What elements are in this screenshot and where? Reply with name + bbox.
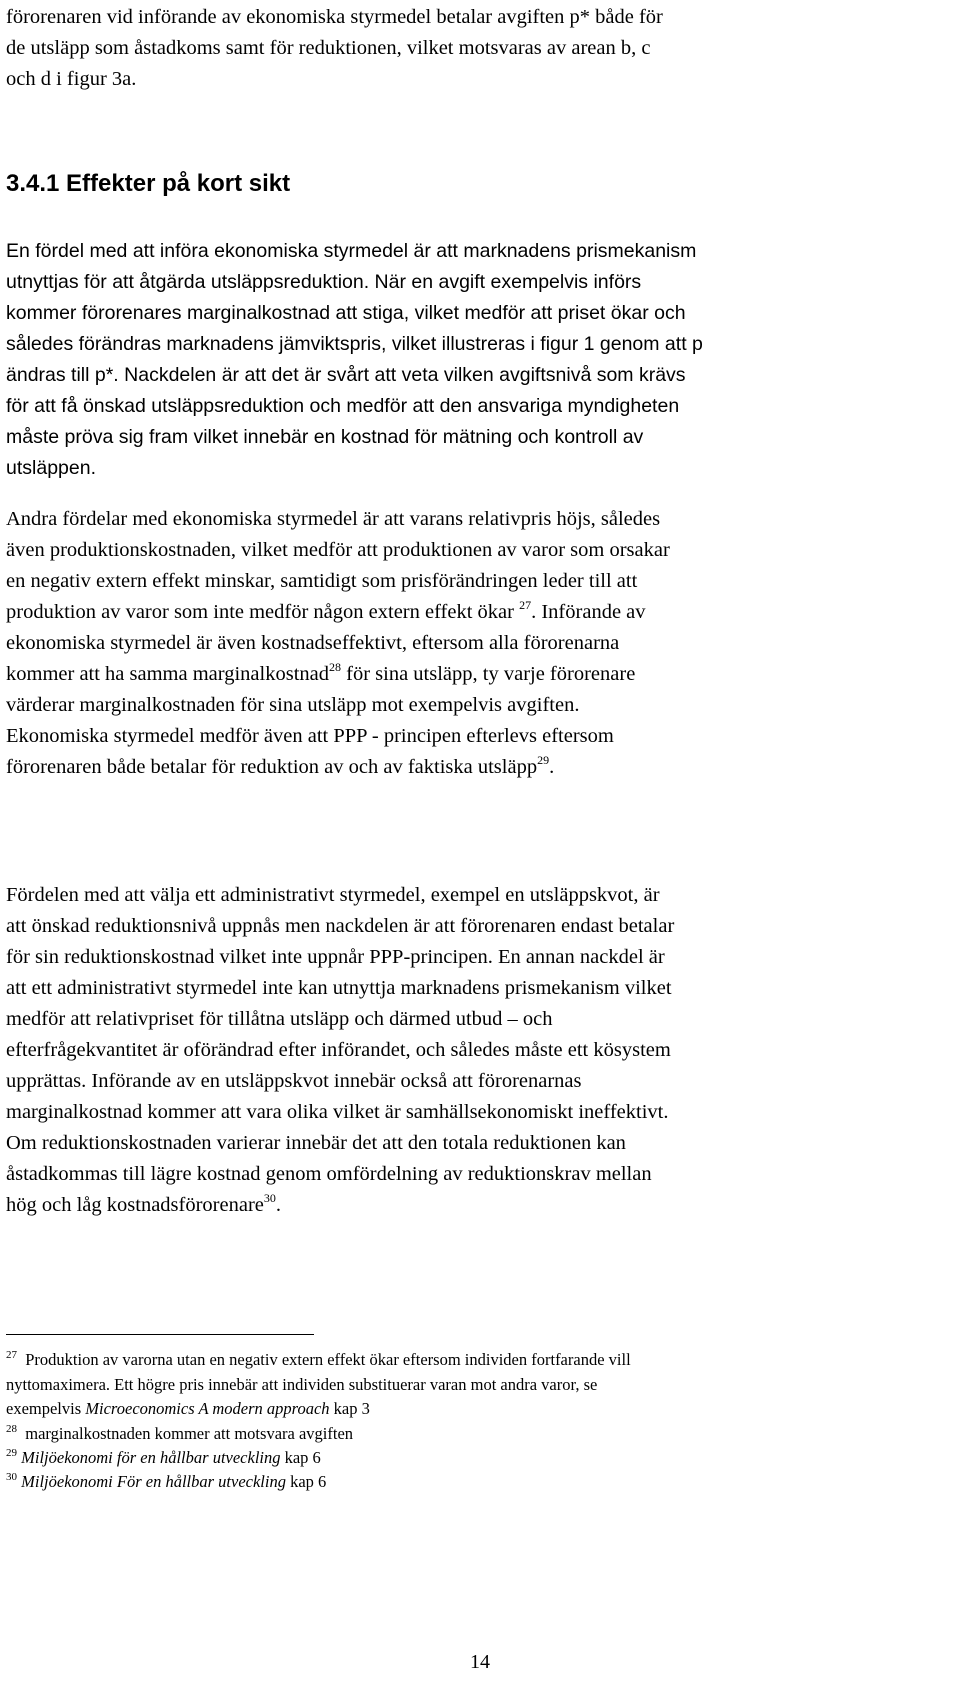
footnote-line	[6, 1470, 954, 1495]
footnote-29	[6, 1446, 954, 1471]
text-line	[6, 659, 954, 690]
text-line: utsläppen.	[6, 457, 96, 479]
footnote-text: kap 6	[280, 1448, 321, 1467]
footnote-text: kap 6	[285, 1472, 327, 1491]
text-line: värderar marginalkostnaden för sina utsläpp mot exempelvis avgiften.	[6, 694, 580, 716]
footnote-line	[6, 1397, 954, 1422]
paragraph-administrative	[6, 880, 954, 1221]
section-heading: 3.4.1 Effekter på kort sikt	[6, 170, 291, 197]
book-title: Miljöekonomi För en hållbar utveckling	[21, 1472, 286, 1491]
text-line: upprättas. Införande av en utsläppskvot innebär också att förorenarnas	[6, 1070, 582, 1092]
text-line: även produktionskostnaden, vilket medför att produktionen av varor som orsakar	[6, 539, 670, 561]
text-line: åstadkommas till lägre kostnad genom omfördelning av reduktionskrav mellan	[6, 1163, 652, 1185]
text-line: för sin reduktionskostnad vilket inte uppnår PPP-principen. En annan nackdel är	[6, 946, 665, 968]
footnote-ref-27[interactable]: 27	[519, 598, 532, 612]
text-line: måste pröva sig fram vilket innebär en kostnad för mätning och kontroll av	[6, 426, 644, 448]
footnote-ref-30[interactable]: 30	[263, 1191, 276, 1205]
text-run: för sina utsläpp, ty varje förorenare	[341, 663, 636, 685]
text-line: En fördel med att införa ekonomiska styrmedel är att marknadens prismekanism	[6, 240, 697, 262]
text-run: hög och låg kostnadsförorenare	[6, 1194, 264, 1216]
text-line: för att få önskad utsläppsreduktion och medför att den ansvariga myndigheten	[6, 395, 680, 417]
footnote-27	[6, 1348, 954, 1422]
text-run: förorenaren både betalar för reduktion av och av faktiska utsläpp	[6, 756, 538, 778]
text-line: Andra fördelar med ekonomiska styrmedel är att varans relativpris höjs, således	[6, 508, 661, 530]
footnote-line: nyttomaximera. Ett högre pris innebär att individen substituerar varan mot andra varor, se	[6, 1374, 598, 1394]
text-line: de utsläpp som åstadkoms samt för reduktionen, vilket motsvaras av arean b, c	[6, 37, 651, 59]
text-run: . Införande av	[531, 601, 646, 623]
text-line: att ett administrativt styrmedel inte kan utnyttja marknadens prismekanism vilket	[6, 977, 672, 999]
text-line: Om reduktionskostnaden varierar innebär det att den totala reduktionen kan	[6, 1132, 626, 1154]
text-line: marginalkostnad kommer att vara olika vilket är samhällsekonomiskt ineffektivt.	[6, 1101, 669, 1123]
footnote-line	[6, 1422, 954, 1447]
book-title: Miljöekonomi för en hållbar utveckling	[21, 1448, 281, 1467]
footnote-number: 27	[6, 1349, 17, 1361]
text-line: en negativ extern effekt minskar, samtidigt som prisförändringen leder till att	[6, 570, 638, 592]
footnote-text: exempelvis	[6, 1399, 86, 1418]
footnote-number: 28	[6, 1423, 17, 1435]
text-line: ändras till p*. Nackdelen är att det är svårt att veta vilken avgiftsnivå som krävs	[6, 364, 686, 386]
footnote-number: 30	[6, 1471, 17, 1483]
text-line: utnyttjas för att åtgärda utsläppsreduktion. När en avgift exempelvis införs	[6, 271, 642, 293]
footnote-text: marginalkostnaden kommer att motsvara avgiften	[25, 1424, 354, 1443]
text-line: medför att relativpriset för tillåtna utsläpp och därmed utbud – och	[6, 1008, 553, 1030]
footnote-number: 29	[6, 1447, 17, 1459]
footnote-ref-28[interactable]: 28	[329, 660, 341, 674]
text-line: efterfrågekvantitet är oförändrad efter införandet, och således måste ett kösystem	[6, 1039, 671, 1061]
text-line	[6, 752, 954, 783]
footnote-text: kap 3	[329, 1399, 370, 1418]
text-line	[6, 597, 954, 628]
text-line: kommer förorenares marginalkostnad att stiga, vilket medför att priset ökar och	[6, 302, 686, 324]
footnote-divider	[6, 1334, 314, 1335]
footnote-30	[6, 1470, 954, 1495]
footnote-text: Produktion av varorna utan en negativ extern effekt ökar eftersom individen fortfarande vill	[25, 1350, 631, 1369]
footnote-28	[6, 1422, 954, 1447]
text-line: Ekonomiska styrmedel medför även att PPP - principen efterlevs eftersom	[6, 725, 614, 747]
paragraph-short-term-effects	[6, 236, 954, 484]
book-title: Microeconomics A modern approach	[85, 1399, 330, 1418]
footnote-line	[6, 1446, 954, 1471]
text-run: kommer att ha samma marginalkostnad	[6, 663, 329, 685]
text-line	[6, 1190, 954, 1221]
text-line: ekonomiska styrmedel är även kostnadseffektivt, eftersom alla förorenarna	[6, 632, 620, 654]
text-run: .	[549, 756, 555, 778]
text-line: således förändras marknadens jämviktspris, vilket illustreras i figur 1 genom att p	[6, 333, 703, 355]
text-line: och d i figur 3a.	[6, 68, 137, 90]
footnote-line	[6, 1348, 954, 1373]
text-line: förorenaren vid införande av ekonomiska styrmedel betalar avgiften p* både för	[6, 6, 663, 28]
text-line: att önskad reduktionsnivå uppnås men nackdelen är att förorenaren endast betalar	[6, 915, 675, 937]
paragraph-advantages	[6, 504, 954, 783]
intro-paragraph	[6, 2, 954, 95]
footnote-ref-29[interactable]: 29	[537, 753, 550, 767]
text-run: .	[275, 1194, 281, 1216]
page-number: 14	[470, 1651, 490, 1673]
text-line: Fördelen med att välja ett administrativt styrmedel, exempel en utsläppskvot, är	[6, 884, 660, 906]
text-run: produktion av varor som inte medför någon extern effekt ökar	[6, 601, 514, 623]
